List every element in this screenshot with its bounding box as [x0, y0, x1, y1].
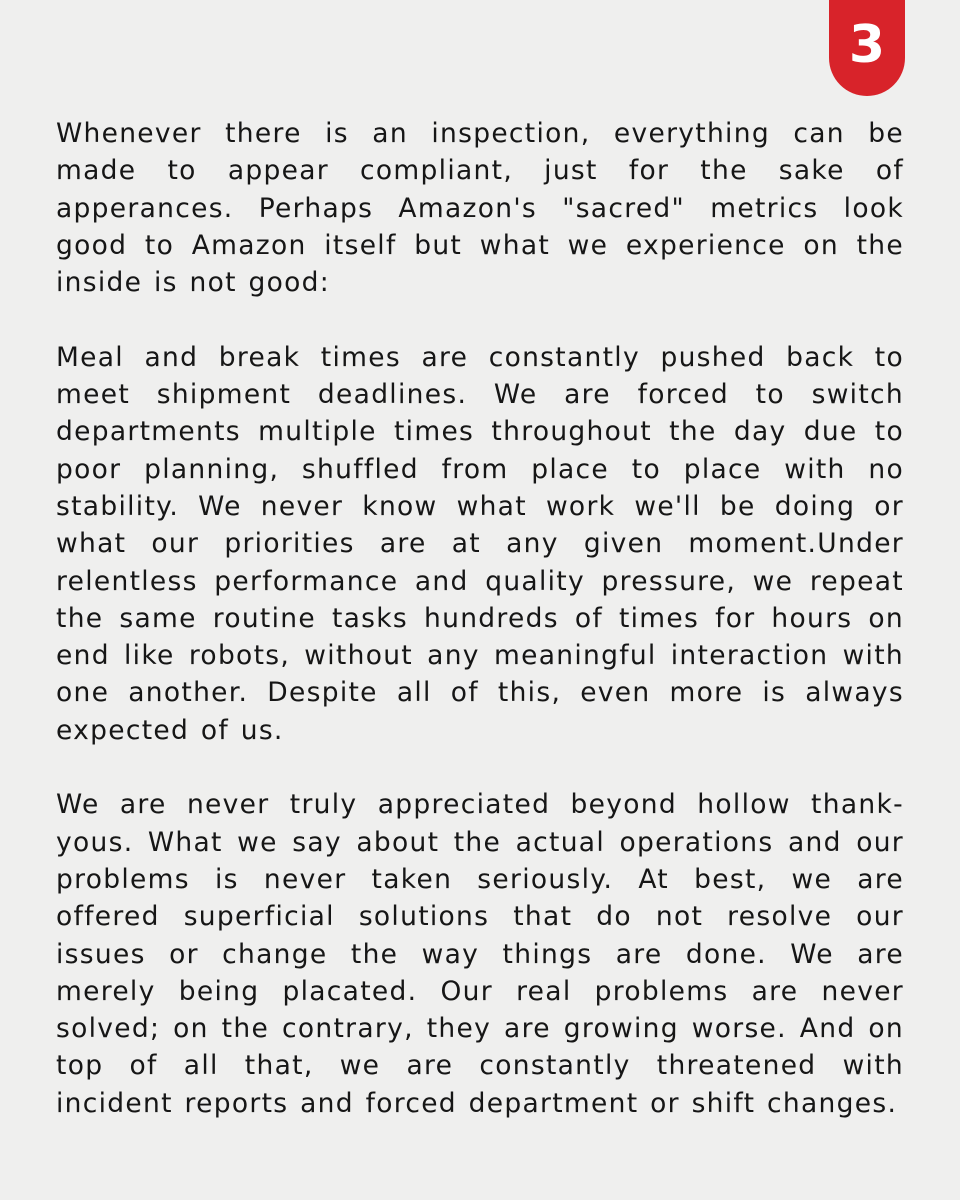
- body-text: [56, 115, 904, 1122]
- paragraph-inspection: Whenever there is an inspection, everything can be made to appear compliant, just for the sake of apperances. Perhaps Amazon's "sacred" metrics look good to Amazon itself but what we experience on the inside is not good:: [56, 118, 904, 299]
- paragraph-working-conditions: Meal and break times are constantly pushed back to meet shipment deadlines. We are forced to switch departments multiple times throughout the day due to poor planning, shuffled from place to place with no stability. We never know what work we'll be doing or what our priorities are at any given moment.Under relentless performance and quality pressure, we repeat the same routine tasks hundreds of times for hours on end like robots, without any meaningful interaction with one another. Despite all of this, even more is always expected of us.: [56, 341, 904, 746]
- paragraph-appreciation: We are never truly appreciated beyond hollow thank-yous. What we say about the actual operations and our problems is never taken seriously. At best, we are offered superficial solutions that do not resolve our issues or change the way things are done. We are merely being placated. Our real problems are never solved; on the contrary, they are growing worse. And on top of all that, we are constantly threatened with incident reports and forced department or shift changes.: [56, 789, 904, 1119]
- page-number-badge: [829, 0, 905, 96]
- page-number: 3: [848, 15, 886, 75]
